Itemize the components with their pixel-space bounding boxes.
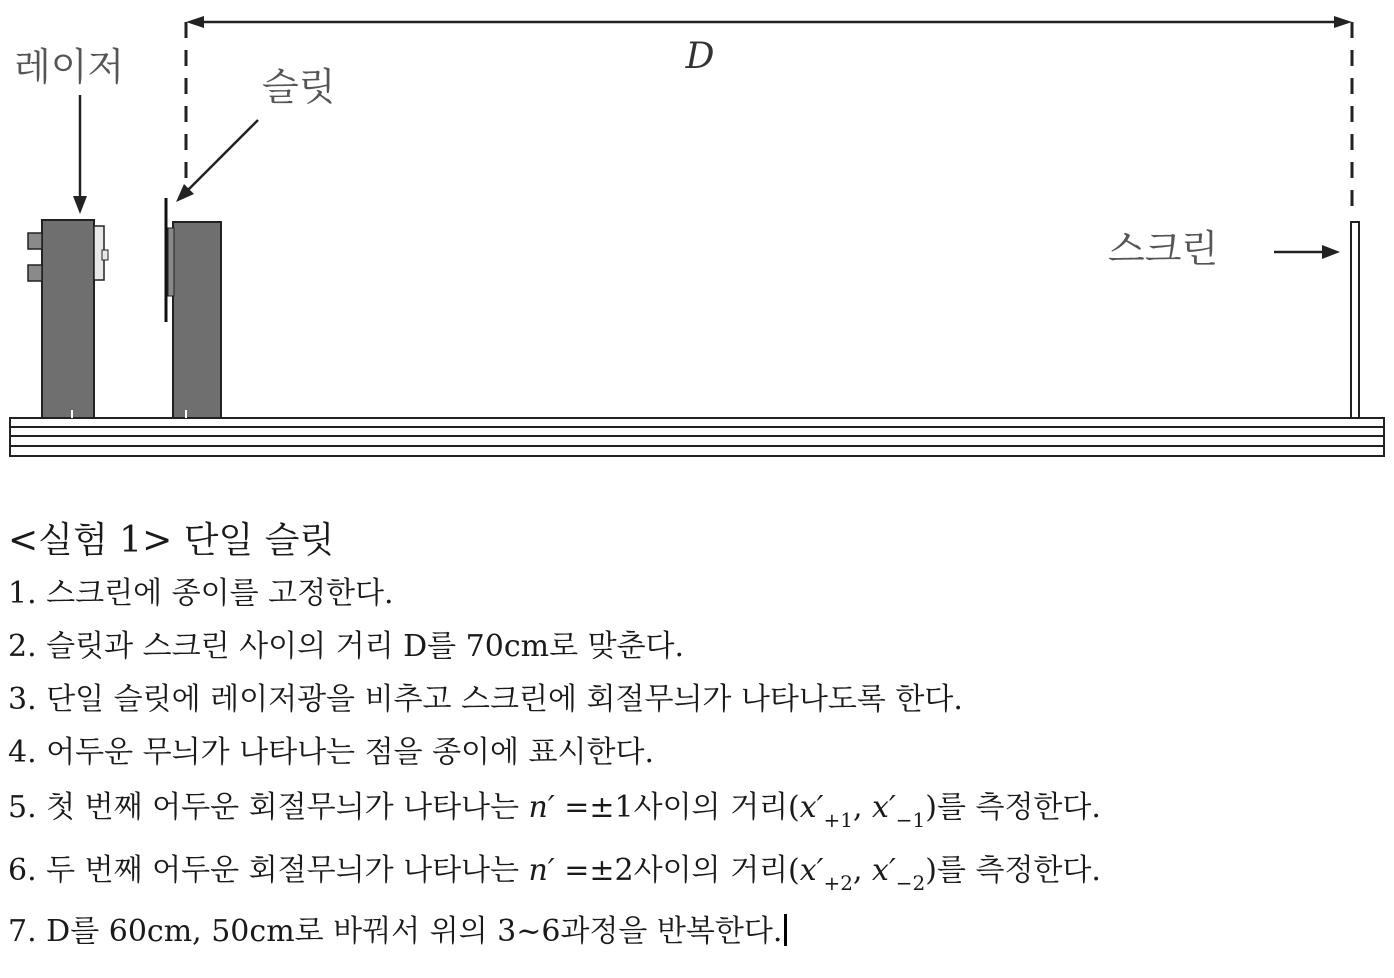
distance-indicator xyxy=(186,16,1352,210)
step-6-x2-sub: −2 xyxy=(895,871,926,895)
step-5-x2: x′ xyxy=(872,790,896,825)
step-3: 3. 단일 슬릿에 레이저광을 비추고 스크린에 회절무늬가 나타나도록 한다. xyxy=(8,682,963,717)
screen-device xyxy=(1351,222,1359,418)
text-cursor xyxy=(784,914,787,946)
step-5-x1-sub: +1 xyxy=(823,808,853,832)
experiment-procedure xyxy=(8,515,1388,958)
step-6-prefix: 6. 두 번째 어두운 회절무늬가 나타나는 xyxy=(8,853,529,888)
step-5-x2-sub: −1 xyxy=(895,808,926,832)
step-7 xyxy=(8,905,1388,958)
laser-label: 레이저 xyxy=(14,45,125,89)
step-1: 1. 스크린에 종이를 고정한다. xyxy=(8,576,394,611)
slit-arrow xyxy=(176,120,258,202)
experiment-title: <실험 1> 단일 슬릿 xyxy=(8,520,335,561)
step-6-var: n′ xyxy=(528,853,555,888)
step-6-mid: 사이의 거리( xyxy=(633,853,800,888)
step-6-x2: x′ xyxy=(872,853,896,888)
experiment-setup-diagram xyxy=(0,0,1394,470)
slit-holder xyxy=(166,198,221,418)
step-2: 2. 슬릿과 스크린 사이의 거리 D를 70cm로 맞춘다. xyxy=(8,629,685,664)
step-6-sep: , xyxy=(852,853,873,888)
step-6-suffix: )를 측정한다. xyxy=(925,853,1101,888)
step-5-x1: x′ xyxy=(799,790,824,825)
step-5-sep: , xyxy=(852,790,873,825)
distance-label: D xyxy=(685,36,715,77)
screen-arrow xyxy=(1274,245,1340,259)
step-5-mid: 사이의 거리( xyxy=(633,790,800,825)
step-4: 4. 어두운 무늬가 나타나는 점을 종이에 표시한다. xyxy=(8,735,654,770)
step-6-x1: x′ xyxy=(799,853,824,888)
laser-device xyxy=(28,220,108,418)
optical-rail xyxy=(10,418,1384,456)
step-6-eq: =±2 xyxy=(554,853,634,888)
laser-arrow xyxy=(73,95,87,214)
slit-label: 슬릿 xyxy=(262,65,336,109)
step-6 xyxy=(8,842,1388,905)
screen-label: 스크린 xyxy=(1108,227,1219,271)
step-5-prefix: 5. 첫 번째 어두운 회절무늬가 나타나는 xyxy=(8,790,529,825)
step-5 xyxy=(8,779,1388,842)
step-5-var: n′ xyxy=(528,790,555,825)
step-5-eq: =±1 xyxy=(554,790,634,825)
step-7-text: 7. D를 60cm, 50cm로 바꿔서 위의 3~6과정을 반복한다. xyxy=(8,914,783,949)
step-5-suffix: )를 측정한다. xyxy=(925,790,1101,825)
step-6-x1-sub: +2 xyxy=(823,871,853,895)
